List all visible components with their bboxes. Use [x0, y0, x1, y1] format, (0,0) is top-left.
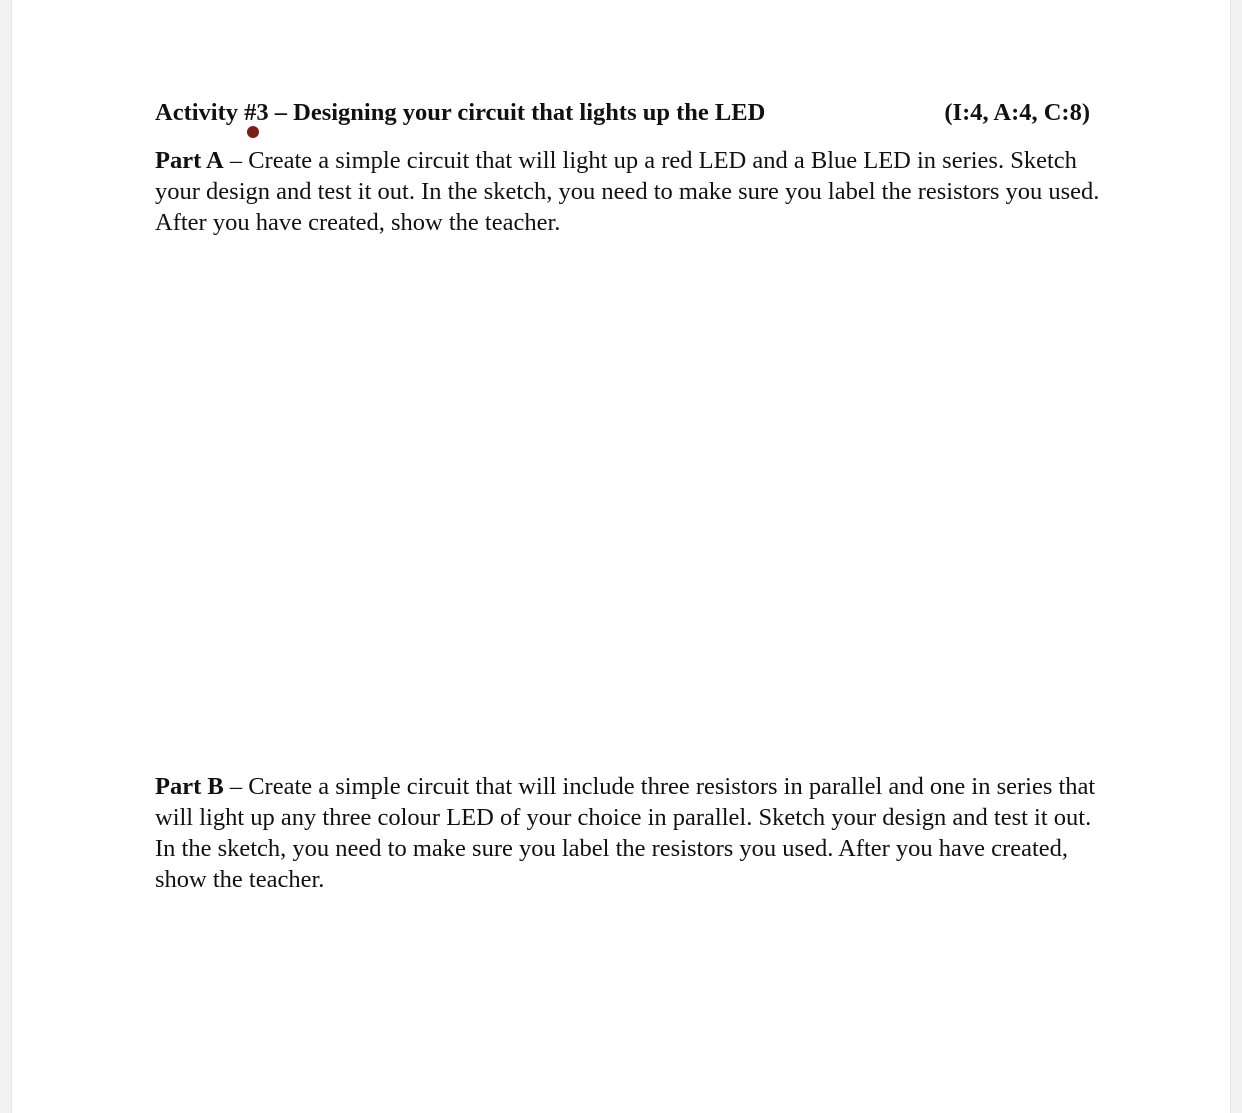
part-a-label: Part A: [155, 147, 224, 174]
document-page: [11, 0, 1231, 1113]
part-a-separator: –: [223, 147, 249, 174]
part-b-separator: –: [223, 773, 249, 800]
part-a-sketch-area[interactable]: [155, 250, 1100, 750]
part-b-label: Part B: [155, 773, 224, 800]
part-a-text: Create a simple circuit that will light up a red LED and a Blue LED in series. Sketch your design and test it out. In the sketch, you need to make sure you label the resistors you used. After you have created, show the teacher.: [155, 147, 1100, 236]
activity-marks: (I:4, A:4, C:8): [944, 99, 1090, 126]
cursor-dot-icon: [247, 126, 259, 138]
activity-title: Activity #3 – Designing your circuit that lights up the LED: [155, 99, 766, 126]
part-b-text: Create a simple circuit that will include three resistors in parallel and one in series that will light up any three colour LED of your choice in parallel. Sketch your design and test it out. In the sketch, you need to make sure you label the resistors you used. After you have created, show the teacher.: [155, 773, 1096, 893]
activity-heading: [155, 96, 1090, 130]
part-b-paragraph: [155, 771, 1100, 895]
part-b-sketch-area[interactable]: [155, 905, 1100, 1105]
part-a-paragraph: [155, 145, 1100, 238]
